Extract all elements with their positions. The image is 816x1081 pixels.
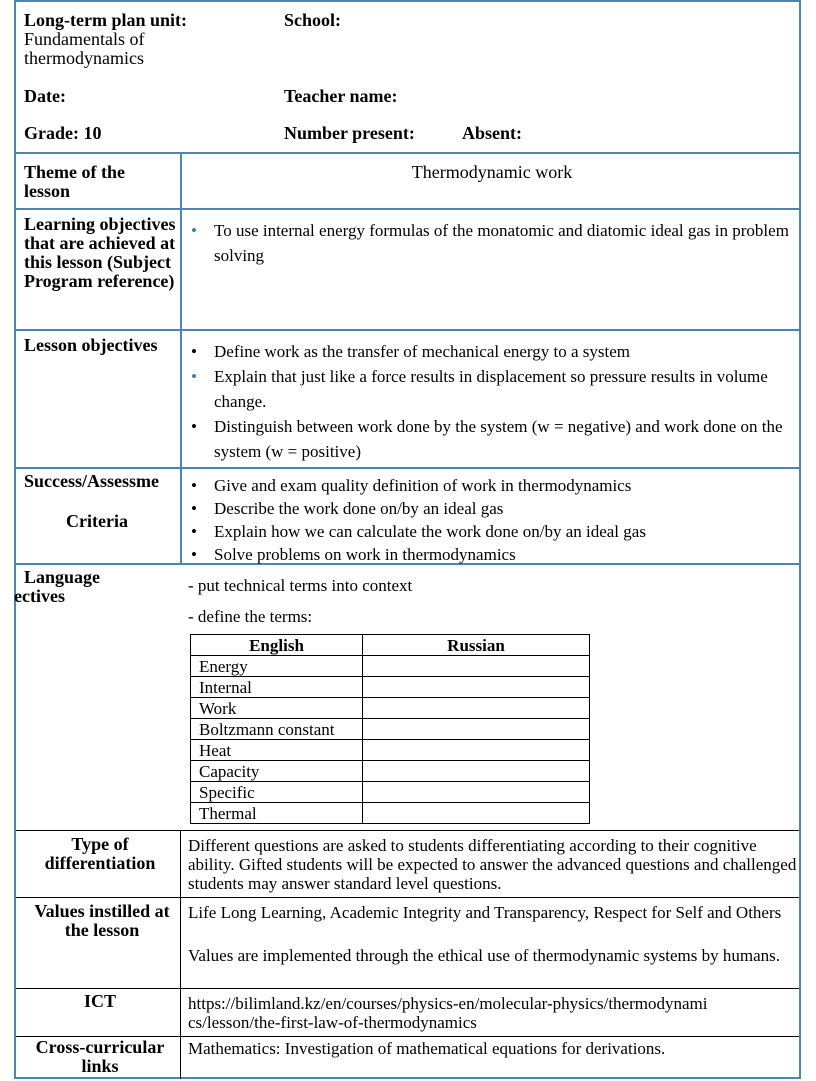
list-item: • Distinguish between work done by the system (w = negative) and work done on the system (w = positive) bbox=[186, 414, 798, 464]
list-item: • Solve problems on work in thermodynamics bbox=[191, 545, 516, 564]
table-row: Specific bbox=[191, 782, 590, 803]
row-divider bbox=[16, 208, 799, 210]
terms-table bbox=[190, 634, 590, 824]
cross-curricular-value: Mathematics: Investigation of mathematical equations for derivations. bbox=[188, 1039, 666, 1058]
bullet-icon: • bbox=[191, 476, 197, 495]
theme-value: Thermodynamic work bbox=[411, 162, 573, 182]
unit-value: Fundamentals of thermodynamics bbox=[24, 29, 145, 68]
list-item: • Explain that just like a force results in displacement so pressure results in volume change. bbox=[186, 364, 798, 414]
row-divider bbox=[16, 467, 799, 469]
bullet-icon: • bbox=[191, 545, 197, 564]
ict-link[interactable]: https://bilimland.kz/en/courses/physics-en/molecular-physics/thermodynamics/lesson/the-first-law-of-thermodynamics bbox=[188, 994, 708, 1032]
lesson-objectives-label: Lesson objectives bbox=[24, 335, 158, 355]
column-divider bbox=[180, 830, 181, 1079]
school-label: School: bbox=[284, 10, 342, 30]
table-row: Work bbox=[191, 698, 590, 719]
bullet-icon: • bbox=[191, 367, 197, 386]
learning-objectives-list bbox=[186, 218, 798, 268]
list-item: • To use internal energy formulas of the monatomic and diatomic ideal gas in problem solving bbox=[186, 218, 798, 268]
bullet-icon: • bbox=[191, 221, 197, 240]
grade-label: Grade: 10 bbox=[24, 123, 102, 143]
column-divider bbox=[180, 152, 182, 563]
row-divider bbox=[16, 830, 799, 831]
differentiation-value: Different questions are asked to students differentiating according to their cognitive ability. Gifted students will be expected to answer the advanced questions and challenged students may answer standard level questions. bbox=[188, 836, 797, 893]
values-text-1: Life Long Learning, Academic Integrity and Transparency, Respect for Self and Others bbox=[188, 903, 782, 922]
success-criteria-label-2: Criteria bbox=[66, 511, 128, 531]
lesson-objectives-list bbox=[186, 339, 798, 464]
column-header-english: English bbox=[191, 635, 363, 656]
date-label: Date: bbox=[24, 86, 66, 106]
bullet-icon: • bbox=[191, 522, 197, 541]
language-objectives-label-2: ectives bbox=[14, 586, 65, 606]
row-divider bbox=[16, 152, 799, 154]
row-divider bbox=[16, 897, 799, 898]
list-item: • Define work as the transfer of mechanical energy to a system bbox=[186, 339, 798, 364]
list-item: • Explain how we can calculate the work done on/by an ideal gas bbox=[191, 522, 646, 541]
language-line-2: - define the terms: bbox=[188, 607, 313, 626]
column-header-russian: Russian bbox=[363, 635, 590, 656]
differentiation-label: Type of differentiation bbox=[44, 834, 156, 873]
absent-label: Absent: bbox=[462, 123, 523, 143]
table-row: Energy bbox=[191, 656, 590, 677]
list-item: • Give and exam quality definition of work in thermodynamics bbox=[191, 476, 632, 495]
row-divider bbox=[16, 988, 799, 989]
table-row: Thermal bbox=[191, 803, 590, 824]
ict-label: ICT bbox=[83, 991, 116, 1011]
table-row: Boltzmann constant bbox=[191, 719, 590, 740]
success-criteria-label: Success/Assessme bbox=[24, 471, 159, 491]
row-divider bbox=[16, 329, 799, 331]
learning-objectives-label: Learning objectives that are achieved at this lesson (Subject Program reference) bbox=[24, 214, 176, 291]
table-row: Capacity bbox=[191, 761, 590, 782]
success-criteria-list bbox=[186, 474, 798, 566]
number-present-label: Number present: bbox=[284, 123, 415, 143]
teacher-name-label: Teacher name: bbox=[284, 86, 398, 106]
table-row: Heat bbox=[191, 740, 590, 761]
unit-label: Long-term plan unit: bbox=[24, 10, 188, 30]
top-border bbox=[16, 0, 799, 2]
cross-curricular-label: Cross-curricular links bbox=[35, 1037, 165, 1076]
theme-label: Theme of the lesson bbox=[24, 162, 125, 201]
language-objectives-label: Language bbox=[24, 567, 101, 587]
bullet-icon: • bbox=[191, 342, 197, 361]
lesson-plan-page bbox=[14, 0, 801, 1079]
bullet-icon: • bbox=[191, 417, 197, 436]
table-row: Internal bbox=[191, 677, 590, 698]
values-label: Values instilled at the lesson bbox=[34, 901, 170, 940]
bullet-icon: • bbox=[191, 499, 197, 518]
language-line-1: - put technical terms into context bbox=[188, 576, 413, 595]
list-item: • Describe the work done on/by an ideal gas bbox=[191, 499, 504, 518]
table-header-row bbox=[191, 635, 590, 656]
values-text-2: Values are implemented through the ethical use of thermodynamic systems by humans. bbox=[188, 946, 781, 965]
